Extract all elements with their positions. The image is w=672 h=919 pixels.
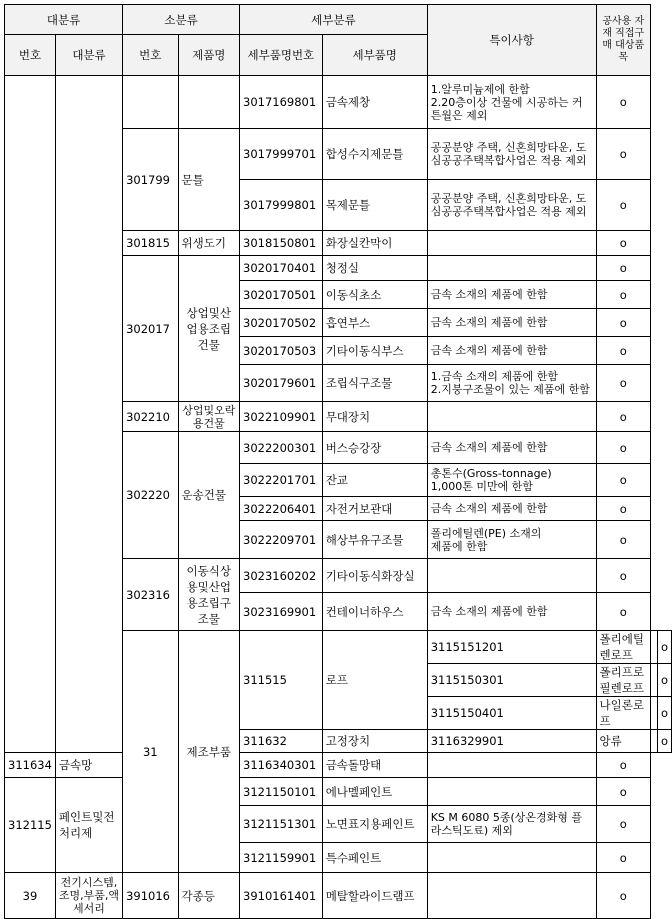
detail-name: 나일론로프 (596, 697, 650, 730)
minor-name: 고정장치 (322, 730, 427, 753)
detail-name: 화장실칸막이 (322, 231, 427, 256)
minor-no: 301815 (123, 231, 178, 256)
detail-no: 3020170401 (240, 256, 323, 281)
target-mark: o (596, 559, 650, 593)
detail-no: 3020170502 (240, 309, 323, 337)
minor-no: 302316 (123, 559, 178, 631)
detail-name: 기타이동식부스 (322, 337, 427, 365)
header-product-name: 제품명 (178, 35, 240, 76)
detail-name: 청정실 (322, 256, 427, 281)
target-mark: o (596, 432, 650, 464)
major-no: 31 (123, 631, 178, 873)
target-mark: o (596, 497, 650, 521)
detail-no: 3017999801 (240, 180, 323, 231)
detail-name: 앙류 (596, 730, 650, 753)
detail-no: 3023160202 (240, 559, 323, 593)
target-mark: o (596, 76, 650, 129)
header-minor-no: 번호 (123, 35, 178, 76)
remark: 공공분양 주택, 신혼희망타운, 도심공공주택복합사업은 적용 제외 (427, 129, 596, 180)
target-mark: o (596, 402, 650, 432)
detail-no: 3017169801 (240, 76, 323, 129)
remark: 금속 소재의 제품에 한함 (427, 497, 596, 521)
detail-name: 흡연부스 (322, 309, 427, 337)
remark (427, 256, 596, 281)
detail-name: 목제문틀 (322, 180, 427, 231)
remark: KS M 6080 5종(상온경화형 플라스틱도료) 제외 (427, 806, 596, 843)
detail-name: 특수페인트 (322, 843, 427, 873)
target-mark: o (596, 309, 650, 337)
detail-no: 3022109901 (240, 402, 323, 432)
header-detail-no: 세부품명번호 (240, 35, 323, 76)
detail-name: 버스승강장 (322, 432, 427, 464)
minor-no: 311515 (240, 631, 323, 730)
detail-name: 에나멜페인트 (322, 778, 427, 806)
remark: 1.알루미늄제에 한함 2.20층이상 건물에 시공하는 커튼월은 제외 (427, 76, 596, 129)
header-detail-name: 세부품명 (322, 35, 427, 76)
detail-name: 무대장치 (322, 402, 427, 432)
target-mark: o (596, 843, 650, 873)
minor-name: 위생도기 (178, 231, 240, 256)
detail-name: 폴리프로필렌로프 (596, 664, 650, 697)
target-mark: o (657, 631, 671, 664)
detail-no: 3022201701 (240, 464, 323, 497)
remark: 금속 소재의 제품에 한함 (427, 337, 596, 365)
target-mark: o (657, 697, 671, 730)
minor-name: 상업및오락용건물 (178, 402, 240, 432)
detail-no: 3121150101 (240, 778, 323, 806)
detail-no: 3121151301 (240, 806, 323, 843)
target-mark: o (596, 256, 650, 281)
detail-no: 3121159901 (240, 843, 323, 873)
remark (650, 631, 657, 664)
remark: 총톤수(Gross-tonnage) 1,000톤 미만에 한함 (427, 464, 596, 497)
minor-no: 301799 (123, 129, 178, 231)
minor-name: 금속망 (55, 753, 122, 778)
remark (650, 730, 657, 753)
target-mark: o (596, 337, 650, 365)
remark (650, 697, 657, 730)
detail-name: 노면표지용페인트 (322, 806, 427, 843)
minor-name: 로프 (322, 631, 427, 730)
target-mark: o (596, 464, 650, 497)
detail-name: 잔교 (322, 464, 427, 497)
remark (427, 753, 596, 778)
header-major-name: 대분류 (55, 35, 122, 76)
minor-name: 이동식상용및산업용조립구조물 (178, 559, 240, 631)
detail-name: 폴리에틸렌로프 (596, 631, 650, 664)
minor-name: 페인트및전처리제 (55, 778, 122, 873)
minor-no (123, 76, 178, 129)
target-mark: o (596, 365, 650, 402)
remark: 폴리에틸렌(PE) 소재의 제품에 한함 (427, 521, 596, 559)
detail-no: 3018150801 (240, 231, 323, 256)
remark: 금속 소재의 제품에 한함 (427, 281, 596, 309)
minor-name (178, 76, 240, 129)
target-mark: o (657, 730, 671, 753)
header-major-no: 번호 (5, 35, 56, 76)
remark (427, 778, 596, 806)
minor-no: 391016 (123, 873, 178, 919)
header-minor-group: 소분류 (123, 5, 240, 35)
major-name: 제조부품 (178, 631, 240, 873)
detail-no: 3116340301 (240, 753, 323, 778)
detail-name: 합성수지제문틀 (322, 129, 427, 180)
remark (427, 843, 596, 873)
detail-no: 3022200301 (240, 432, 323, 464)
remark: 금속 소재의 제품에 한함 (427, 432, 596, 464)
minor-name: 문틀 (178, 129, 240, 231)
target-mark: o (596, 873, 650, 919)
detail-no: 3115151201 (427, 631, 596, 664)
target-mark: o (596, 521, 650, 559)
major-no (5, 76, 56, 753)
detail-name: 메탈할라이드램프 (322, 873, 427, 919)
target-mark: o (596, 753, 650, 778)
detail-no: 3020179601 (240, 365, 323, 402)
remark: 금속 소재의 제품에 한함 (427, 593, 596, 631)
minor-no: 312115 (5, 778, 56, 873)
header-major-group: 대분류 (5, 5, 123, 35)
target-mark: o (596, 281, 650, 309)
remark (427, 231, 596, 256)
detail-no: 3023169901 (240, 593, 323, 631)
remark (427, 559, 596, 593)
remark (427, 873, 596, 919)
minor-no: 302220 (123, 432, 178, 559)
major-no: 39 (5, 873, 56, 919)
minor-name: 운송건물 (178, 432, 240, 559)
remark: 1.금속 소재의 제품에 한함 2.지붕구조물이 있는 제품에 한함 (427, 365, 596, 402)
detail-name: 컨테이너하우스 (322, 593, 427, 631)
minor-no: 302017 (123, 256, 178, 402)
detail-no: 3020170503 (240, 337, 323, 365)
minor-no: 302210 (123, 402, 178, 432)
target-mark: o (596, 231, 650, 256)
detail-name: 기타이동식화장실 (322, 559, 427, 593)
detail-name: 이동식초소 (322, 281, 427, 309)
target-mark: o (596, 778, 650, 806)
detail-no: 3020170501 (240, 281, 323, 309)
detail-name: 해상부유구조물 (322, 521, 427, 559)
header-remarks: 특이사항 (427, 5, 596, 76)
target-mark: o (657, 664, 671, 697)
target-mark: o (596, 806, 650, 843)
minor-name: 상업및산업용조립건물 (178, 256, 240, 402)
detail-no: 3022209701 (240, 521, 323, 559)
detail-no: 3017999701 (240, 129, 323, 180)
target-mark: o (596, 129, 650, 180)
minor-name: 각종등 (178, 873, 240, 919)
minor-no: 311632 (240, 730, 323, 753)
remark: 공공분양 주택, 신혼희망타운, 도심공공주택복합사업은 적용 제외 (427, 180, 596, 231)
target-mark: o (596, 593, 650, 631)
header-direct-purchase: 공사용 자재 직접구매 대상품목 (596, 5, 650, 76)
major-name: 전기시스템,조명,부품,액세서리 (55, 873, 122, 919)
minor-no: 311634 (5, 753, 56, 778)
remark (650, 664, 657, 697)
detail-name: 조립식구조물 (322, 365, 427, 402)
detail-name: 금속돌망태 (322, 753, 427, 778)
detail-no: 3022206401 (240, 497, 323, 521)
detail-no: 3910161401 (240, 873, 323, 919)
detail-name: 금속제창 (322, 76, 427, 129)
detail-no: 3115150401 (427, 697, 596, 730)
detail-name: 자전거보관대 (322, 497, 427, 521)
major-name (55, 76, 122, 753)
detail-no: 3115150301 (427, 664, 596, 697)
remark: 금속 소재의 제품에 한함 (427, 309, 596, 337)
remark (427, 402, 596, 432)
header-detail-group: 세부분류 (240, 5, 428, 35)
target-mark: o (596, 180, 650, 231)
detail-no: 3116329901 (427, 730, 596, 753)
product-table (4, 4, 672, 919)
